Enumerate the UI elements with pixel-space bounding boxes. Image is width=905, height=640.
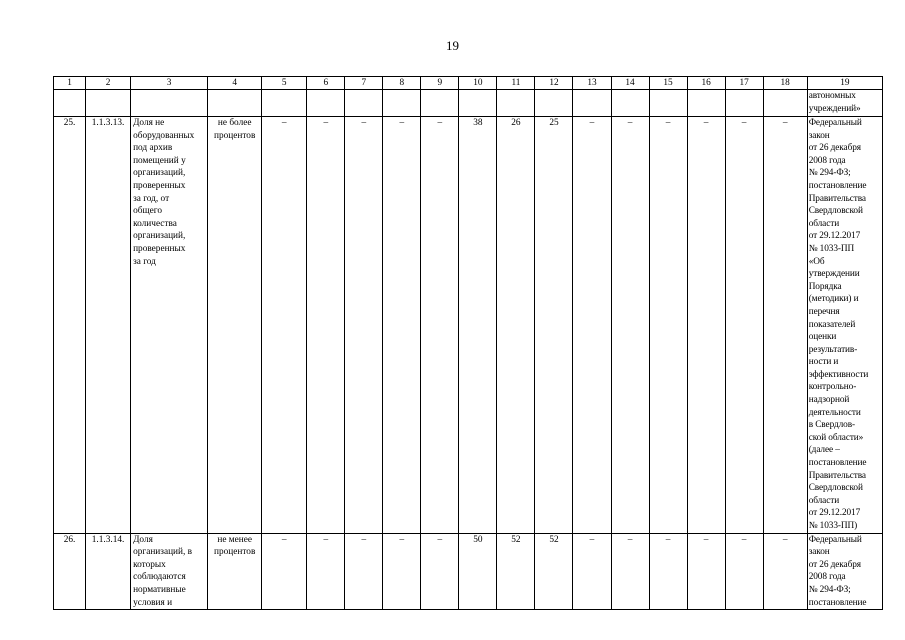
empty-cell [345, 90, 383, 117]
indicator-name-line: организаций, [133, 168, 186, 179]
header-cell-4: 4 [208, 77, 262, 90]
table-header-row [54, 77, 883, 90]
row-number: 25. [54, 117, 86, 534]
legal-basis-line: перечня [808, 306, 840, 317]
empty-cell [86, 90, 131, 117]
legal-basis-line: № 1033-ПП) [808, 521, 858, 531]
legal-basis-line: № 294-ФЗ; [808, 168, 851, 179]
value-cell-col12: 52 [535, 533, 573, 610]
indicator-name-line: Доля не [133, 118, 165, 128]
value-cell-col13: – [573, 117, 611, 534]
header-cell-10: 10 [459, 77, 497, 90]
legal-basis-line: результатив- [808, 344, 858, 355]
header-cell-8: 8 [383, 77, 421, 90]
value-cell-col13: – [573, 533, 611, 610]
indicator-code: 1.1.3.14. [86, 533, 131, 610]
value-cell-col11: 26 [497, 117, 535, 534]
empty-cell [649, 90, 687, 117]
value-cell-col8: – [383, 533, 421, 610]
row-number: 26. [54, 533, 86, 610]
value-cell-col10: 38 [459, 117, 497, 534]
legal-basis-line: № 294-ФЗ; [808, 584, 851, 595]
value-cell-col18: – [763, 533, 807, 610]
value-cell-col5: – [262, 117, 307, 534]
indicator-name-line: которых [133, 559, 166, 570]
legal-basis-line: надзорной [808, 395, 850, 406]
legal-basis-line: автономных [808, 91, 856, 101]
value-cell-col12: 25 [535, 117, 573, 534]
unit-line: процентов [214, 547, 256, 558]
legal-basis-line: Свердловской [808, 206, 863, 217]
value-cell-col14: – [611, 533, 649, 610]
empty-cell [497, 90, 535, 117]
empty-cell [262, 90, 307, 117]
header-cell-5: 5 [262, 77, 307, 90]
legal-basis-line: постановление [808, 458, 867, 469]
header-cell-17: 17 [725, 77, 763, 90]
legal-basis-line: (далее – [808, 445, 840, 456]
empty-cell [611, 90, 649, 117]
legal-basis-line: ской области» [808, 432, 864, 443]
empty-cell [763, 90, 807, 117]
indicator-name-line: условия и [133, 597, 173, 608]
value-cell-col16: – [687, 117, 725, 534]
legal-basis-line: от 26 декабря [808, 143, 861, 154]
continuation-row [54, 90, 883, 117]
empty-cell [54, 90, 86, 117]
value-cell-col8: – [383, 117, 421, 534]
legal-basis-line: утверждении [808, 269, 860, 280]
empty-cell [573, 90, 611, 117]
empty-cell [535, 90, 573, 117]
legal-basis-line: 2008 года [808, 155, 846, 166]
legal-basis-line: Федеральный [808, 534, 862, 545]
legal-basis-line: 2008 года [808, 572, 846, 583]
indicator-name-line: проверенных [133, 243, 186, 254]
indicator-name-line: организаций, в [133, 547, 193, 558]
empty-cell [421, 90, 459, 117]
value-cell-col6: – [307, 117, 345, 534]
legal-basis-line: Порядка [808, 281, 842, 292]
value-cell-col7: – [345, 117, 383, 534]
value-cell-col15: – [649, 117, 687, 534]
empty-cell [131, 90, 208, 117]
legal-basis-line: закон [808, 547, 830, 558]
indicator-name-line: нормативные [133, 584, 186, 595]
legal-basis-line: Федеральный [808, 118, 862, 128]
header-cell-13: 13 [573, 77, 611, 90]
value-cell-col18: – [763, 117, 807, 534]
indicator-name [131, 117, 208, 534]
table-row [54, 533, 883, 610]
empty-cell [208, 90, 262, 117]
indicator-name-line: общего [133, 206, 162, 217]
legal-basis-line: закон [808, 130, 830, 141]
indicator-name [131, 533, 208, 610]
empty-cell [725, 90, 763, 117]
indicator-name-line: соблюдаются [133, 572, 186, 583]
legal-basis-line: в Свердлов- [808, 420, 855, 431]
legal-basis-line: № 1033-ПП [808, 243, 855, 254]
value-cell-col14: – [611, 117, 649, 534]
indicator-name-line: организаций, [133, 231, 186, 242]
indicator-name-line: проверенных [133, 180, 186, 191]
header-cell-6: 6 [307, 77, 345, 90]
value-cell-col10: 50 [459, 533, 497, 610]
indicator-name-line: оборудованных [133, 130, 195, 141]
value-cell-col15: – [649, 533, 687, 610]
value-cell-col9: – [421, 117, 459, 534]
legal-basis-line: области [808, 218, 840, 229]
legal-basis-line: от 29.12.2017 [808, 508, 861, 519]
header-cell-7: 7 [345, 77, 383, 90]
legal-basis-line: Правительства [808, 193, 866, 204]
legal-basis-line: Свердловской [808, 483, 863, 494]
legal-basis-line: показателей [808, 319, 856, 330]
indicators-table [53, 76, 883, 610]
legal-basis-line: контрольно- [808, 382, 857, 393]
legal-basis-line: (методики) и [808, 294, 859, 305]
unit-line: не менее [217, 534, 253, 545]
legal-basis-line: «Об [808, 256, 825, 267]
empty-cell [687, 90, 725, 117]
header-cell-19: 19 [807, 77, 882, 90]
header-cell-16: 16 [687, 77, 725, 90]
unit-line: не более [217, 118, 252, 128]
header-cell-14: 14 [611, 77, 649, 90]
legal-basis-cell [807, 90, 882, 117]
value-cell-col7: – [345, 533, 383, 610]
unit-of-measure [208, 533, 262, 610]
header-cell-3: 3 [131, 77, 208, 90]
header-cell-2: 2 [86, 77, 131, 90]
value-cell-col17: – [725, 117, 763, 534]
header-cell-11: 11 [497, 77, 535, 90]
legal-basis-line: постановление [808, 597, 867, 608]
legal-basis-line: Правительства [808, 470, 866, 481]
value-cell-col16: – [687, 533, 725, 610]
legal-basis-line: учреждений» [808, 103, 861, 114]
empty-cell [383, 90, 421, 117]
header-cell-15: 15 [649, 77, 687, 90]
legal-basis-line: эффективности [808, 369, 869, 380]
value-cell-col9: – [421, 533, 459, 610]
value-cell-col11: 52 [497, 533, 535, 610]
table-row [54, 117, 883, 534]
indicator-name-line: Доля [133, 534, 153, 545]
value-cell-col6: – [307, 533, 345, 610]
header-cell-1: 1 [54, 77, 86, 90]
empty-cell [459, 90, 497, 117]
indicator-code: 1.1.3.13. [86, 117, 131, 534]
value-cell-col17: – [725, 533, 763, 610]
legal-basis-line: области [808, 495, 840, 506]
legal-basis-line: ности и [808, 357, 839, 368]
empty-cell [307, 90, 345, 117]
legal-basis-cell [807, 117, 882, 534]
indicator-name-line: количества [133, 218, 177, 229]
legal-basis-line: от 26 декабря [808, 559, 861, 570]
header-cell-12: 12 [535, 77, 573, 90]
unit-line: процентов [214, 130, 256, 141]
header-cell-9: 9 [421, 77, 459, 90]
unit-of-measure [208, 117, 262, 534]
legal-basis-line: от 29.12.2017 [808, 231, 861, 242]
header-cell-18: 18 [763, 77, 807, 90]
indicator-name-line: за год, от [133, 193, 170, 204]
legal-basis-line: деятельности [808, 407, 861, 418]
page-number: 19 [446, 38, 459, 53]
indicator-name-line: под архив [133, 143, 173, 154]
legal-basis-line: постановление [808, 180, 867, 191]
indicator-name-line: за год [133, 256, 156, 267]
value-cell-col5: – [262, 533, 307, 610]
legal-basis-line: оценки [808, 332, 837, 343]
legal-basis-cell [807, 533, 882, 610]
indicator-name-line: помещений у [133, 155, 186, 166]
